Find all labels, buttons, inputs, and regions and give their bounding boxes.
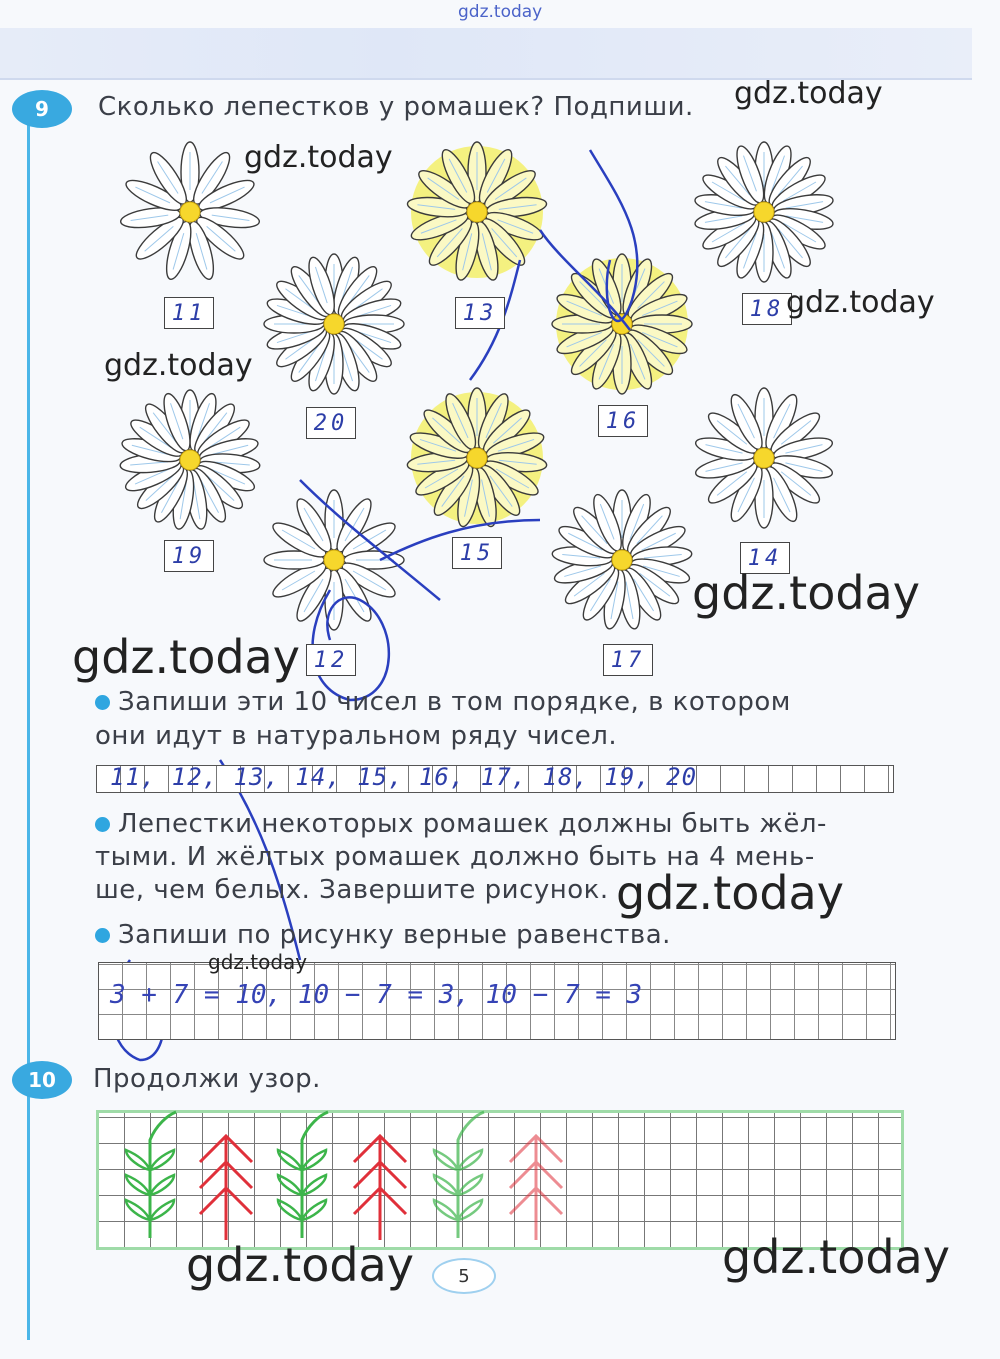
watermark: gdz.today (104, 348, 253, 383)
fir-motif (354, 1136, 406, 1240)
watermark: gdz.today (722, 1230, 950, 1284)
daisy-answer-text: 19 (171, 543, 207, 569)
instruction-yellow-line3: ше, чем белых. Завершите рисунок. (95, 875, 609, 905)
instruction-yellow-line2: тыми. И жёлтых ромашек должно быть на 4 мень- (95, 842, 815, 872)
daisy-answer-text: 20 (313, 410, 349, 436)
watermark: gdz.today (208, 950, 308, 974)
sprout-motif (278, 1112, 328, 1238)
page-number-badge (432, 1258, 496, 1294)
instruction-yellow-line1-text: Лепестки некоторых ромашек должны быть жёл- (118, 809, 827, 839)
daisy-answer-text: 17 (610, 647, 646, 673)
sprout-motif (126, 1112, 176, 1238)
ordered-numbers-answer: 11, 12, 13, 14, 15, 16, 17, 18, 19, 20 (110, 763, 698, 791)
daisy-answer-text: 18 (749, 296, 785, 322)
sprout-motif (434, 1112, 484, 1238)
watermark: gdz.today (244, 140, 393, 175)
daisy-answer-text: 14 (747, 545, 783, 571)
task-9-number: 9 (35, 97, 49, 121)
watermark-top: gdz.today (458, 2, 543, 22)
instruction-order-line1-text: Запиши эти 10 чисел в том порядке, в котором (118, 687, 791, 717)
watermark: gdz.today (734, 76, 883, 111)
watermark: gdz.today (786, 285, 935, 320)
daisy-answer-text: 13 (462, 300, 498, 326)
watermark: gdz.today (186, 1238, 414, 1292)
page-number: 5 (458, 1265, 470, 1287)
fir-motif (510, 1136, 562, 1240)
fir-motif (200, 1136, 252, 1240)
daisy-answer-text: 15 (459, 540, 495, 566)
watermark: gdz.today (616, 866, 844, 920)
daisy-answer-text: 11 (171, 300, 207, 326)
task-9-title: Сколько лепестков у ромашек? Подпиши. (98, 92, 694, 122)
watermark: gdz.today (692, 566, 920, 620)
instruction-order-line2: они идут в натуральном ряду чисел. (95, 721, 618, 751)
task-10-number: 10 (28, 1068, 56, 1092)
task-10-title: Продолжи узор. (93, 1064, 321, 1094)
instruction-equalities-text: Запиши по рисунку верные равенства. (118, 920, 671, 950)
daisy-answer-text: 16 (605, 408, 641, 434)
equalities-answer: 3 + 7 = 10, 10 − 7 = 3, 10 − 7 = 3 (110, 980, 643, 1010)
watermark: gdz.today (72, 630, 300, 684)
daisy-answer-text: 12 (313, 647, 349, 673)
